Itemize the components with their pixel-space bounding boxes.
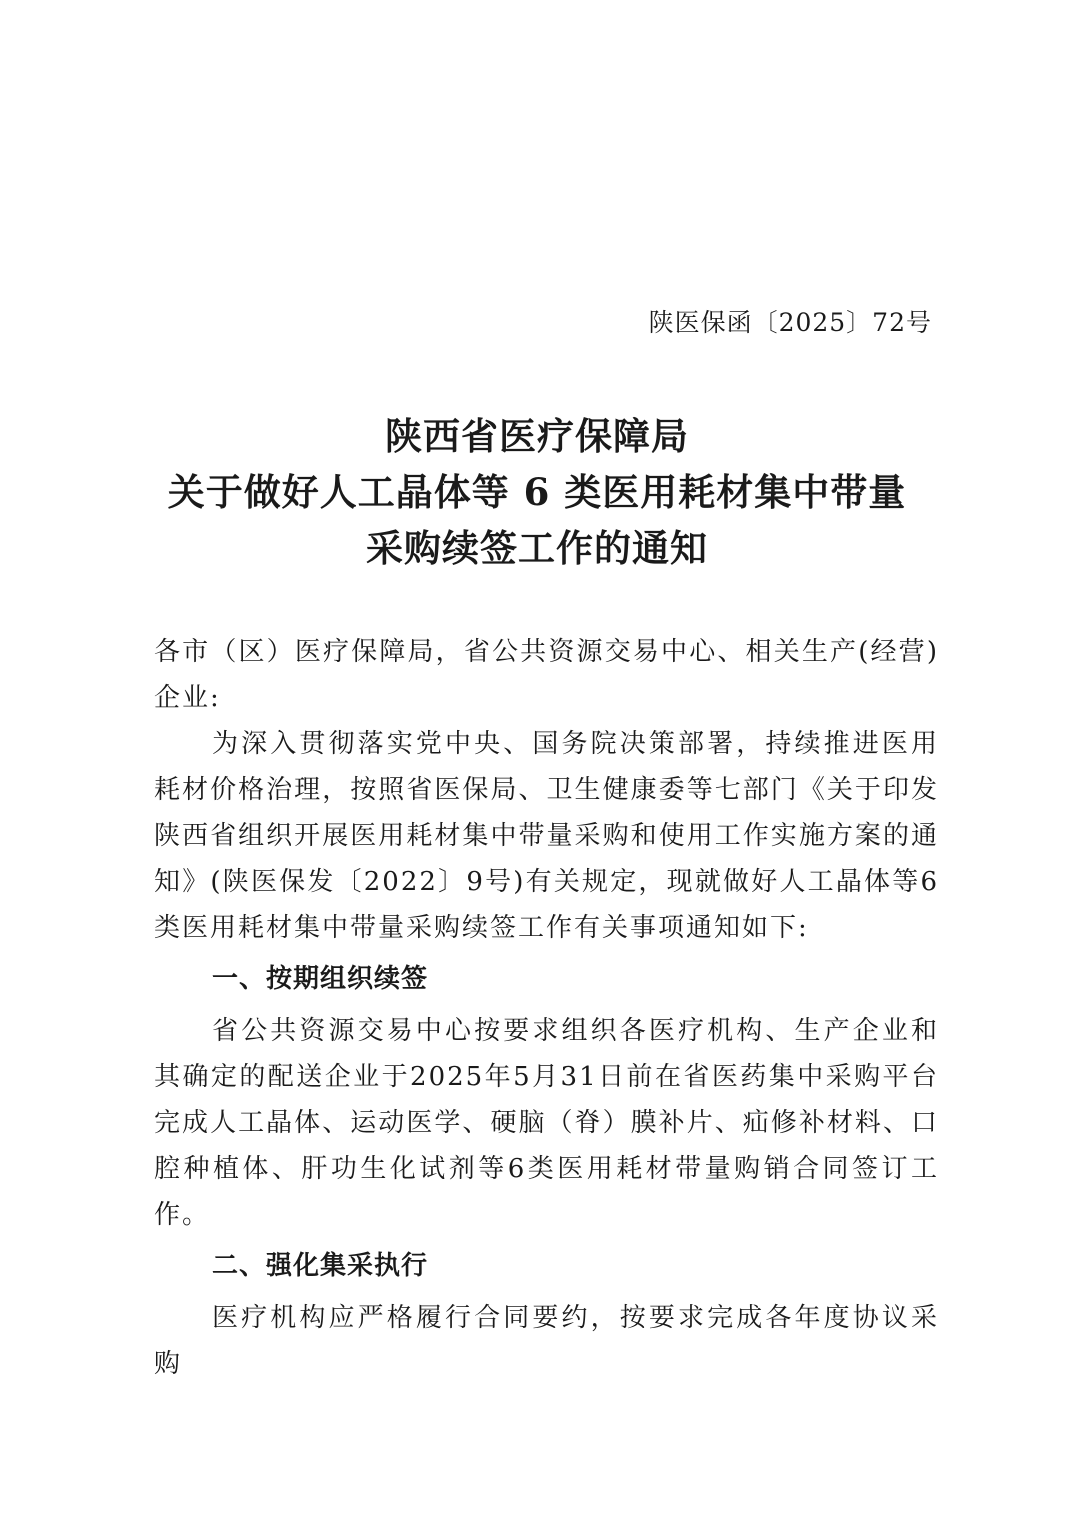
section-1-paragraph: 省公共资源交易中心按要求组织各医疗机构、生产企业和其确定的配送企业于2025年5月31日前在省医药集中采购平台完成人工晶体、运动医学、硬脑（脊）膜补片、疝修补材料、口腔种植体、肝功生化试剂等6类医用耗材带量购销合同签订工作。 xyxy=(154,1016,939,1230)
section-2-paragraph: 医疗机构应严格履行合同要约，按要求完成各年度协议采购 xyxy=(154,1303,939,1379)
title-line-1: 陕西省医疗保障局 xyxy=(385,414,689,458)
section-1-heading: 一、按期组织续签 xyxy=(212,964,429,994)
document-number: 陕医保函〔2025〕72号 xyxy=(648,308,932,337)
document-title xyxy=(0,408,1074,576)
section-2-heading: 二、强化集采执行 xyxy=(212,1251,429,1281)
document-body xyxy=(154,629,939,1387)
salutation: 各市（区）医疗保障局，省公共资源交易中心、相关生产(经营)企业: xyxy=(154,637,939,713)
title-line-2: 关于做好人工晶体等 6 类医用耗材集中带量 xyxy=(167,470,907,514)
intro-paragraph: 为深入贯彻落实党中央、国务院决策部署，持续推进医用耗材价格治理，按照省医保局、卫生健康委等七部门《关于印发陕西省组织开展医用耗材集中带量采购和使用工作实施方案的通知》(陕医保发〔2022〕9号)有关规定，现就做好人工晶体等6类医用耗材集中带量采购续签工作有关事项通知如下: xyxy=(154,729,939,943)
title-line-3: 采购续签工作的通知 xyxy=(366,526,708,570)
